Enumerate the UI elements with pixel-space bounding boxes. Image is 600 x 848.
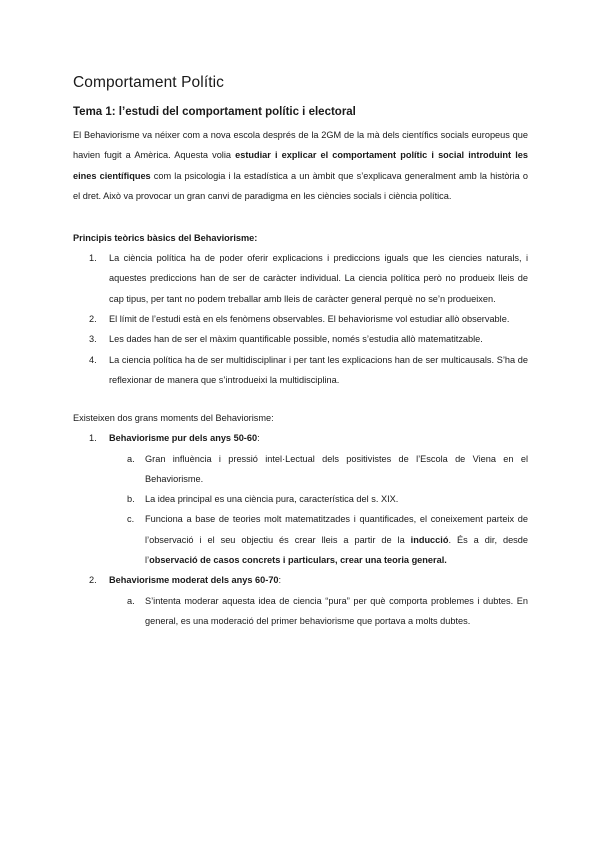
list-number: 2. (89, 314, 97, 325)
moment-title: Behaviorisme moderat dels anys 60-70 (109, 575, 279, 586)
sub-list-item (73, 489, 528, 509)
list-number: 1. (89, 433, 97, 444)
list-number: 2. (89, 575, 97, 586)
list-number: 4. (89, 354, 97, 365)
intro-emphasis: estudiar i explicar el comportament polític i social introduint les eines científiques (73, 150, 528, 181)
sub-list-text: La idea principal es una ciència pura, característica del s. XIX. (145, 494, 399, 505)
document-page (73, 74, 528, 631)
sub-list-item (73, 591, 528, 632)
sub-list-emphasis: observació de casos concrets i particulars, crear una teoria general. (149, 555, 447, 566)
list-item (73, 350, 528, 391)
intro-paragraph (73, 125, 528, 206)
intro-text: com la psicologia i la estadística a un àmbit que s’explicava generalment amb la història o el dret. Això va provocar un gran canvi de paradigma en les ciències socials i ciència política. (73, 170, 528, 201)
section-title: Tema 1: l’estudi del comportament polític i electoral (73, 106, 356, 118)
sub-list (109, 591, 528, 632)
intro-text: El Behaviorisme va néixer com a nova escola després de la 2GM de la mà dels científics socials europeus que havien fugit a Amèrica. Aquesta volia (73, 130, 528, 161)
list-number: 3. (89, 334, 97, 345)
sub-list-text: . És a dir, desde l’ (145, 534, 528, 566)
moment-colon: : (257, 433, 260, 444)
principles-title: Principis teòrics bàsics del Behaviorisme: (73, 233, 258, 244)
list-text: La ciencia política ha de ser multidisciplinar i per tant les explicacions han de ser multicausals. S’ha de reflexionar de manera que s’introdueixi la multidisciplina. (109, 354, 528, 385)
list-number: 1. (89, 253, 97, 264)
list-item (73, 309, 528, 329)
list-item (73, 570, 528, 631)
sub-list-letter: a. (127, 595, 135, 606)
list-text: La ciència política ha de poder oferir explicacions i prediccions iguals que les ciencies naturals, i aquestes prediccions han de ser de caràcter individual. La ciencia política però no produeix lleis de cap tipus, per tant no podem treballar amb lleis de caràcter general perquè no se’n produeixen. (109, 253, 528, 304)
sub-list (109, 449, 528, 571)
sub-list-item (73, 449, 528, 490)
list-item (73, 248, 528, 309)
sub-list-letter: a. (127, 453, 135, 464)
list-text: Les dades han de ser el màxim quantificable possible, només s’estudia allò matematitzable. (109, 334, 483, 345)
sub-list-letter: b. (127, 494, 135, 505)
document-title: Comportament Polític (73, 74, 225, 91)
sub-list-text: Funciona a base de teories molt matematitzades i quantificades, el coneixement parteix de l’observació i el seu objectiu és crear lleis a partir de la (145, 514, 528, 545)
sub-list-item (73, 509, 528, 570)
sub-list-letter: c. (127, 514, 135, 525)
moments-list (73, 428, 528, 631)
moment-title: Behaviorisme pur dels anys 50-60 (109, 433, 258, 444)
moment-colon: : (278, 575, 282, 586)
list-text: El límit de l’estudi està en els fenòmens observables. El behaviorisme vol estudiar allò observable. (109, 314, 510, 325)
list-item (73, 428, 528, 570)
sub-list-text: S’intenta moderar aquesta idea de ciencia “pura” per què comporta problemes i dubtes. En general, es una moderació del primer behaviorisme que portava a molts dubtes. (145, 595, 528, 626)
sub-list-emphasis: inducció (410, 534, 449, 545)
moments-title: Existeixen dos grans moments del Behaviorisme: (73, 413, 274, 424)
list-item (73, 329, 528, 349)
principles-list (73, 248, 528, 390)
sub-list-text: Gran influència i pressió intel·Lectual dels positivistes de l’Escola de Viena en el Behaviorisme. (145, 453, 528, 484)
